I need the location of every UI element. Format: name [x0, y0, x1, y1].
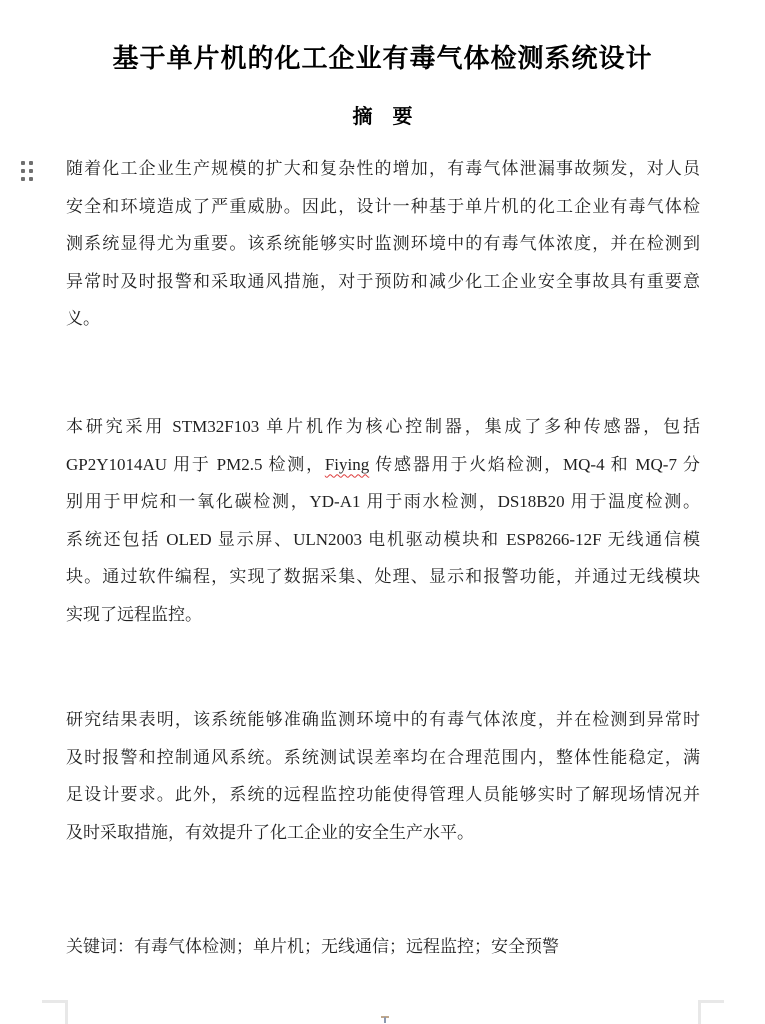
tab-marker-stem: [384, 1017, 386, 1023]
page-title: 基于单片机的化工企业有毒气体检测系统设计: [112, 43, 653, 73]
misspelled-word: Fiying: [324, 454, 370, 474]
margin-corner-mark: [698, 1000, 701, 1024]
text-line: 足设计要求。此外，系统的远程监控功能使得管理人员能够实时了解现场情况并: [66, 785, 700, 804]
text-segment: GP2Y1014AU 用于 PM2.5 检测，: [66, 454, 325, 474]
drag-handle-dot: [29, 161, 33, 165]
drag-handle-dot: [29, 177, 33, 181]
text-line: 实现了远程监控。: [66, 604, 202, 624]
text-line: 本研究采用 STM32F103 单片机作为核心控制器，集成了多种传感器，包括: [66, 417, 700, 436]
text-line: 研究结果表明，该系统能够准确监测环境中的有毒气体浓度，并在检测到异常时: [66, 710, 700, 729]
text-line: 安全和环境造成了严重威胁。因此，设计一种基于单片机的化工企业有毒气体检: [66, 196, 700, 216]
text-line: 系统还包括 OLED 显示屏、ULN2003 电机驱动模块和 ESP8266-12F 无线通信模: [66, 529, 700, 549]
text-line: 测系统显得尤为重要。该系统能够实时监测环境中的有毒气体浓度，并在检测到: [66, 234, 700, 253]
text-segment: 传感器用于火焰检测，MQ-4 和 MQ-7 分: [369, 454, 700, 474]
center-tab-marker-icon: [381, 1016, 389, 1023]
text-line: 及时报警和控制通风系统。系统测试误差率均在合理范围内，整体性能稳定，满: [66, 747, 700, 767]
text-line: 义。: [66, 309, 100, 328]
text-line: 关键词：有毒气体检测；单片机；无线通信；远程监控；安全预警: [66, 937, 559, 956]
text-line: [66, 446, 700, 484]
drag-handle-dot: [21, 169, 25, 173]
paragraph-system-design: [66, 408, 700, 633]
drag-handle-dot: [21, 161, 25, 165]
abstract-heading: 摘 要: [352, 106, 413, 128]
text-line: 及时采取措施，有效提升了化工企业的安全生产水平。: [66, 822, 474, 842]
drag-handle-icon[interactable]: [21, 161, 33, 181]
text-line: 块。通过软件编程，实现了数据采集、处理、显示和报警功能，并通过无线模块: [66, 567, 700, 586]
paragraph-intro: [66, 150, 700, 338]
margin-corner-mark: [698, 1000, 724, 1003]
margin-corner-mark: [65, 1000, 68, 1024]
text-line: 别用于甲烷和一氧化碳检测，YD-A1 用于雨水检测，DS18B20 用于温度检测。: [66, 492, 700, 511]
text-line: 异常时及时报警和采取通风措施，对于预防和减少化工企业安全事故具有重要意: [66, 271, 700, 291]
keywords-line: [66, 928, 700, 966]
drag-handle-dot: [29, 169, 33, 173]
drag-handle-dot: [21, 177, 25, 181]
text-line: 随着化工企业生产规模的扩大和复杂性的增加，有毒气体泄漏事故频发，对人员: [66, 159, 700, 178]
paragraph-results: [66, 701, 700, 851]
